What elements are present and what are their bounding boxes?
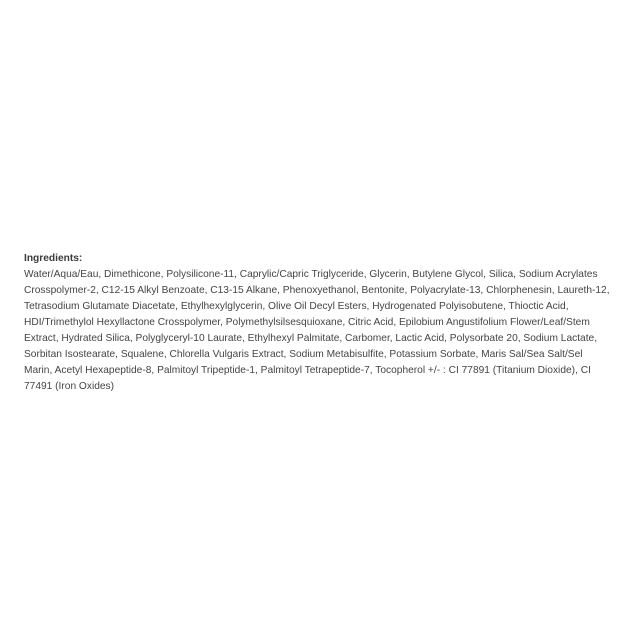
ingredients-block xyxy=(24,251,624,395)
ingredients-list: Water/Aqua/Eau, Dimethicone, Polysilicone-11, Caprylic/Capric Triglyceride, Glycerin, Butylene Glycol, Silica, Sodium Acrylates Crosspolymer-2, C12-15 Alkyl Benzoate, C13-15 Alkane, Phenoxyethanol, Bentonite, Polyacrylate-13, Chlorphenesin, Laureth-12, Tetrasodium Glutamate Diacetate, Ethylhexylglycerin, Olive Oil Decyl Esters, Hydrogenated Polyisobutene, Thioctic Acid, HDI/Trimethylol Hexyllactone Crosspolymer, Polymethylsilsesquioxane, Citric Acid, Epilobium Angustifolium Flower/Leaf/Stem Extract, Hydrated Silica, Polyglyceryl-10 Laurate, Ethylhexyl Palmitate, Carbomer, Lactic Acid, Polysorbate 20, Sodium Lactate, Sorbitan Isostearate, Squalene, Chlorella Vulgaris Extract, Sodium Metabisulfite, Potassium Sorbate, Maris Sal/Sea Salt/Sel Marin, Acetyl Hexapeptide-8, Palmitoyl Tripeptide-1, Palmitoyl Tetrapeptide-7, Tocopherol +/- : CI 77891 (Titanium Dioxide), CI 77491 (Iron Oxides) xyxy=(24,269,610,392)
ingredients-heading: Ingredients: xyxy=(24,253,83,264)
